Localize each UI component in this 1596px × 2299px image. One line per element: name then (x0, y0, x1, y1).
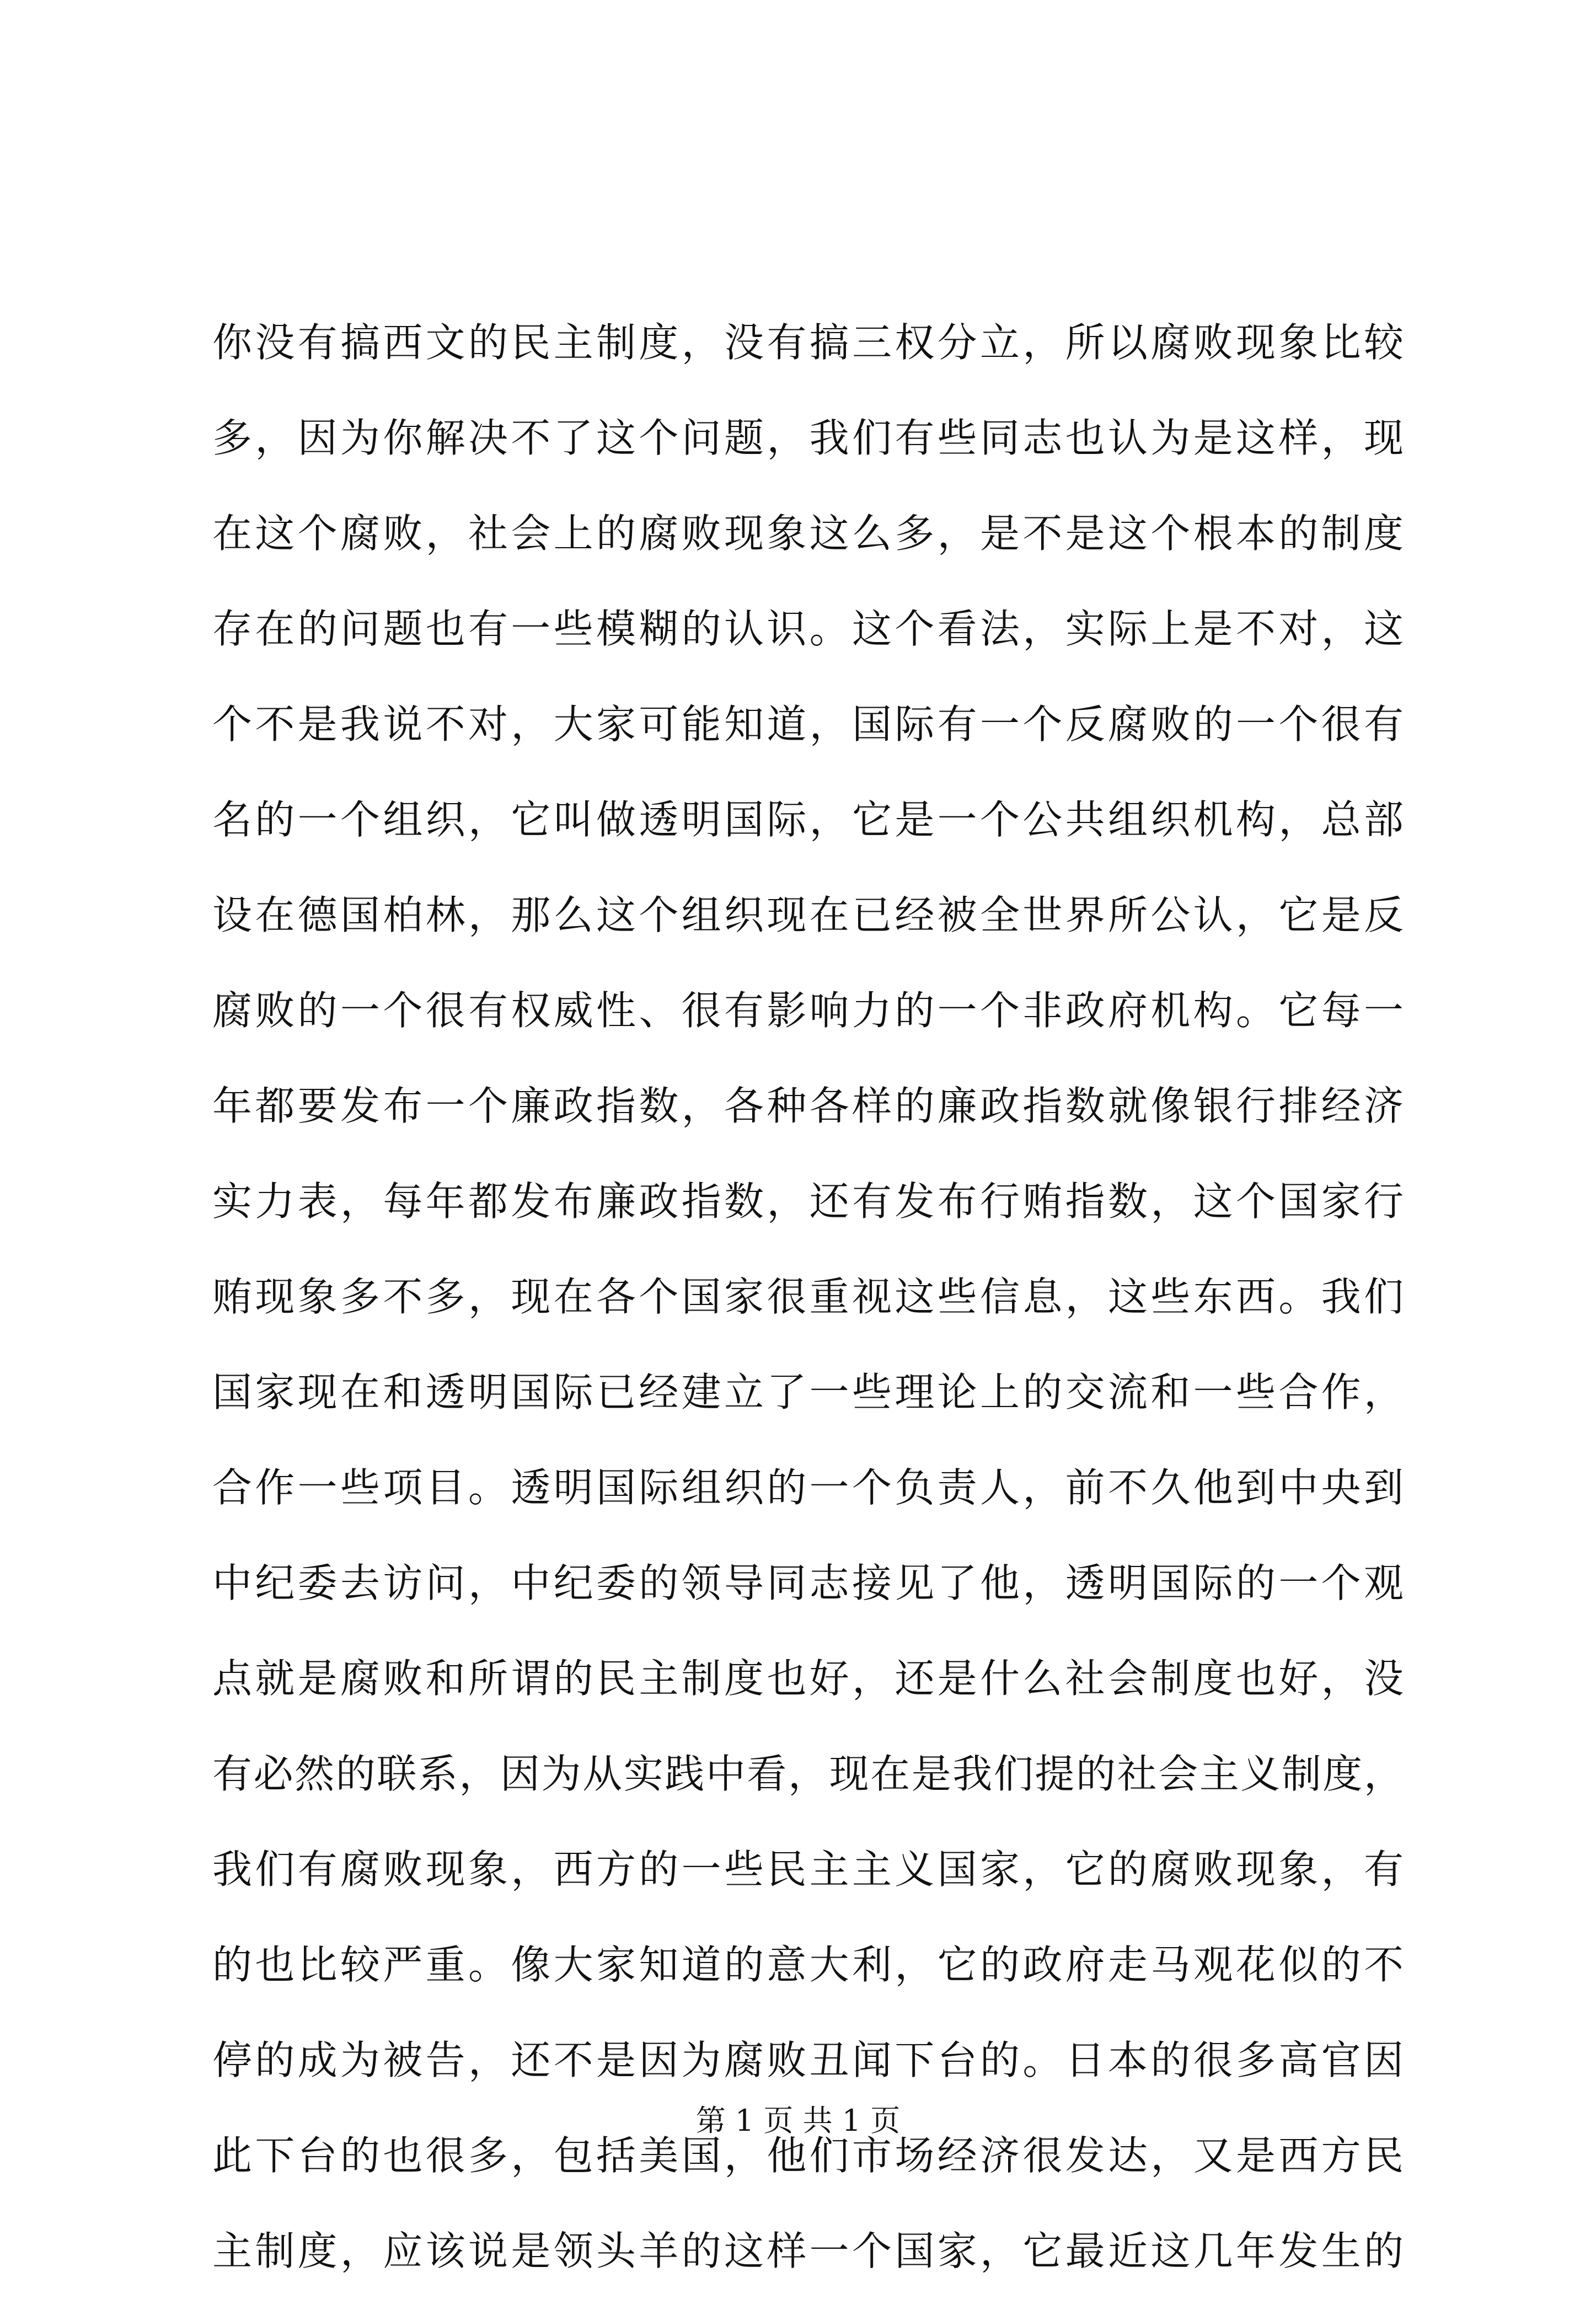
text-line: 有必然的联系，因为从实践中看，现在是我们提的社会主义制度， (212, 1751, 1404, 1797)
text-line: 国家现在和透明国际已经建立了一些理论上的交流和一些合作， (212, 1369, 1404, 1415)
text-line: 中纪委去访问，中纪委的领导同志接见了他，透明国际的一个观 (212, 1560, 1404, 1606)
page-number: 第 1 页 共 1 页 (695, 2103, 901, 2138)
text-line: 点就是腐败和所谓的民主制度也好，还是什么社会制度也好，没 (212, 1655, 1404, 1702)
text-line: 个不是我说不对，大家可能知道，国际有一个反腐败的一个很有 (212, 701, 1404, 747)
page-footer (0, 2099, 1596, 2143)
text-line: 的也比较严重。像大家知道的意大利，它的政府走马观花似的不 (212, 1942, 1404, 1988)
text-line: 主制度，应该说是领头羊的这样一个国家，它最近这几年发生的 (212, 2228, 1404, 2274)
text-line: 合作一些项目。透明国际组织的一个负责人，前不久他到中央到 (212, 1464, 1404, 1511)
text-line: 腐败的一个很有权威性、很有影响力的一个非政府机构。它每一 (212, 987, 1404, 1034)
text-line: 停的成为被告，还不是因为腐败丑闻下台的。日本的很多高官因 (212, 2037, 1404, 2083)
text-line: 年都要发布一个廉政指数，各种各样的廉政指数就像银行排经济 (212, 1083, 1404, 1129)
text-line: 存在的问题也有一些模糊的认识。这个看法，实际上是不对，这 (212, 606, 1404, 652)
text-line: 你没有搞西文的民主制度，没有搞三权分立，所以腐败现象比较 (212, 319, 1404, 366)
text-line: 设在德国柏林，那么这个组织现在已经被全世界所公认，它是反 (212, 892, 1404, 938)
text-line: 多，因为你解决不了这个问题，我们有些同志也认为是这样，现 (212, 415, 1404, 461)
text-line: 名的一个组织，它叫做透明国际，它是一个公共组织机构，总部 (212, 796, 1404, 843)
text-line: 在这个腐败，社会上的腐败现象这么多，是不是这个根本的制度 (212, 510, 1404, 557)
text-line: 实力表，每年都发布廉政指数，还有发布行贿指数，这个国家行 (212, 1178, 1404, 1225)
text-line: 贿现象多不多，现在各个国家很重视这些信息，这些东西。我们 (212, 1274, 1404, 1320)
text-line: 我们有腐败现象，西方的一些民主主义国家，它的腐败现象，有 (212, 1846, 1404, 1892)
body-text (212, 295, 1404, 2299)
text-line: 此下台的也很多，包括美国，他们市场经济很发达，又是西方民 (212, 2132, 1404, 2179)
